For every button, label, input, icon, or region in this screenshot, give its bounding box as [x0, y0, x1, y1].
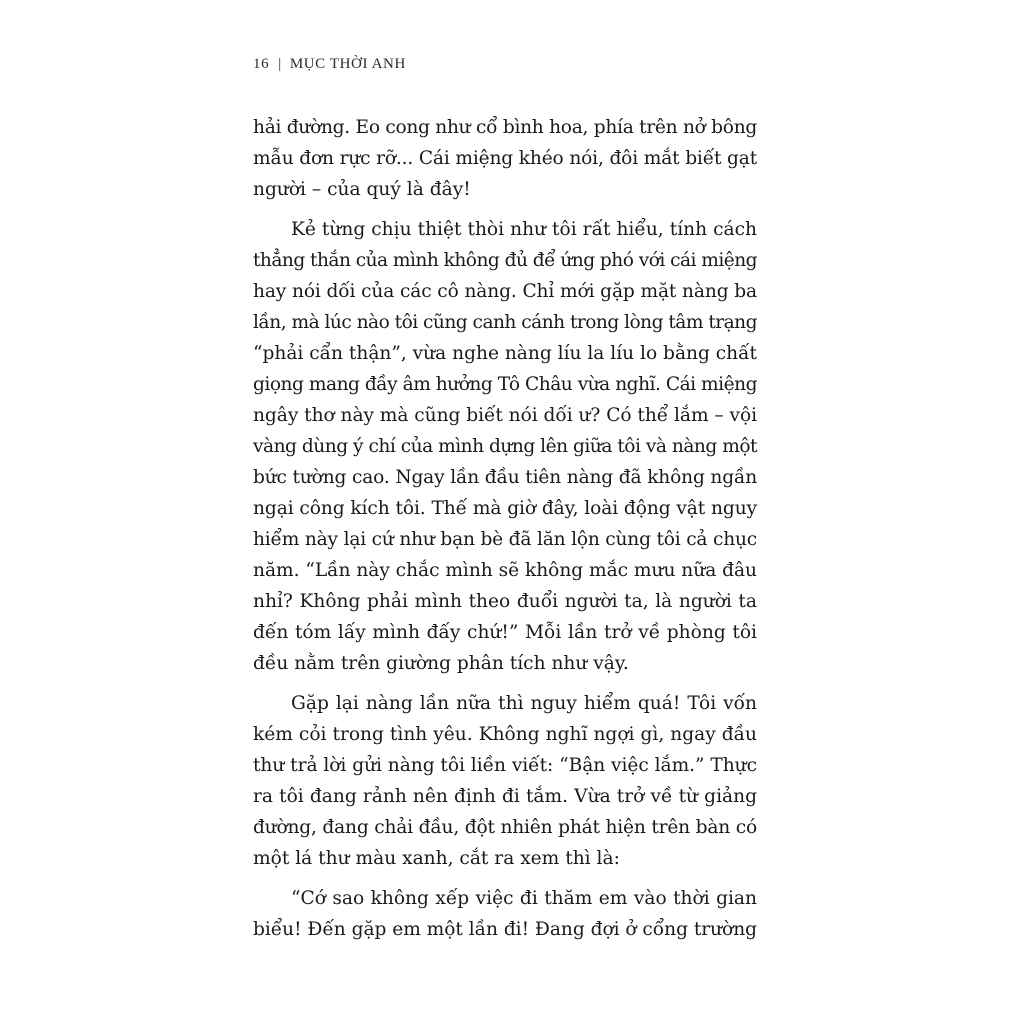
text-line: ngại công kích tôi. Thế mà giờ đây, loài động vật nguy	[253, 498, 757, 519]
text-line: hiểm này lại cứ như bạn bè đã lăn lộn cùng tôi cả chục	[253, 529, 757, 550]
running-header	[253, 56, 406, 73]
text-line: Kẻ từng chịu thiệt thòi như tôi rất hiểu, tính cách	[291, 219, 757, 240]
text-line: người – của quý là đây!	[253, 179, 471, 200]
text-line: đường, đang chải đầu, đột nhiên phát hiện trên bàn có	[253, 817, 758, 838]
text-line: ra tôi đang rảnh nên định đi tắm. Vừa trở về từ giảng	[253, 786, 757, 807]
paragraph-2	[253, 214, 757, 679]
paragraph-3	[253, 688, 757, 874]
text-line: “phải cẩn thận”, vừa nghe nàng líu la líu lo bằng chất	[253, 343, 757, 364]
text-line: kém cỏi trong tình yêu. Không nghĩ ngợi gì, ngay đầu	[253, 724, 757, 745]
author-name: MỤC THỜI ANH	[289, 56, 406, 72]
body-text	[253, 112, 757, 945]
text-line: vàng dùng ý chí của mình dựng lên giữa tôi và nàng một	[253, 436, 757, 457]
text-line: thư trả lời gửi nàng tôi liền viết: “Bận việc lắm.” Thực	[253, 755, 757, 776]
header-separator: |	[278, 56, 282, 72]
text-line: năm. “Lần này chắc mình sẽ không mắc mưu nữa đâu	[253, 560, 757, 581]
text-line: biểu! Đến gặp em một lần đi! Đang đợi ở cổng trường	[253, 919, 757, 940]
text-line: đều nằm trên giường phân tích như vậy.	[253, 653, 629, 674]
paragraph-1	[253, 112, 757, 205]
text-line: thẳng thắn của mình không đủ để ứng phó với cái miệng	[253, 250, 758, 271]
text-line: bức tường cao. Ngay lần đầu tiên nàng đã không ngần	[253, 467, 758, 488]
text-line: ngây thơ này mà cũng biết nói dối ư? Có thể lắm – vội	[253, 405, 758, 426]
text-line: nhỉ? Không phải mình theo đuổi người ta, là người ta	[253, 591, 757, 612]
text-line: mẫu đơn rực rỡ... Cái miệng khéo nói, đôi mắt biết gạt	[253, 148, 758, 169]
text-line: đến tóm lấy mình đấy chứ!” Mỗi lần trở về phòng tôi	[253, 622, 757, 643]
text-line: một lá thư màu xanh, cắt ra xem thì là:	[253, 848, 620, 869]
text-line: Gặp lại nàng lần nữa thì nguy hiểm quá! Tôi vốn	[291, 693, 757, 714]
page-number: 16	[253, 56, 270, 72]
paragraph-4	[253, 883, 757, 945]
text-line: “Cớ sao không xếp việc đi thăm em vào thời gian	[291, 888, 757, 909]
text-line: giọng mang đầy âm hưởng Tô Châu vừa nghĩ. Cái miệng	[253, 374, 757, 395]
text-line: hải đường. Eo cong như cổ bình hoa, phía trên nở bông	[253, 117, 757, 138]
text-line: hay nói dối của các cô nàng. Chỉ mới gặp mặt nàng ba	[253, 281, 757, 302]
text-line: lần, mà lúc nào tôi cũng canh cánh trong lòng tâm trạng	[253, 312, 757, 333]
